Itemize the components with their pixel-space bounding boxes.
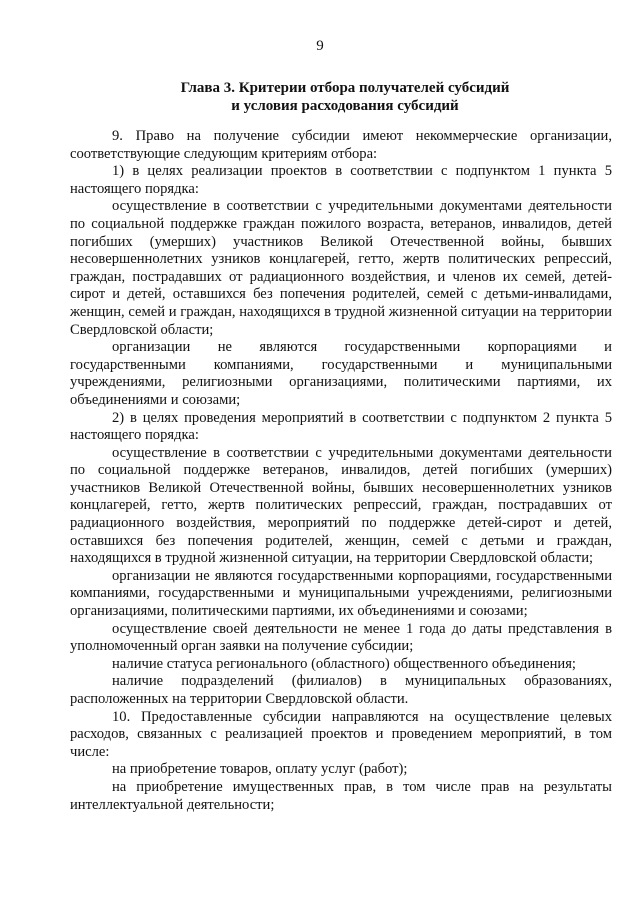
body-text (70, 128, 612, 814)
chapter-title-line-2: и условия расходования субсидий (231, 98, 459, 114)
paragraph-9-intro: 9. Право на получение субсидии имеют некоммерческие организации, соответствующие следующим критериям отбора: (70, 128, 612, 162)
paragraph-criterion-duration: осуществление своей деятельности не менее 1 года до даты представления в уполномоченный орган заявки на получение субсидии; (70, 620, 612, 655)
paragraph-item-2: 2) в целях проведения мероприятий в соответствии с подпунктом 2 пункта 5 настоящего порядка: (70, 409, 612, 444)
chapter-title (70, 79, 620, 115)
paragraph-expense-goods: на приобретение товаров, оплату услуг (работ); (112, 761, 408, 778)
page-number: 9 (316, 38, 324, 54)
paragraph-criterion-status-2: организации не являются государственными корпорациями, государственными компаниями, государственными и муниципальными учреждениями, религиозными организациями, политическими партиями, их объединениями и союзами; (70, 567, 612, 620)
paragraph-item-1: 1) в целях реализации проектов в соответствии с подпунктом 1 пункта 5 настоящего порядка: (70, 163, 612, 197)
paragraph-criterion-activity-2: осуществление в соответствии с учредительными документами деятельности по социальной поддержке ветеранов, инвалидов, детей погибших (умерших) участников Великой Отечественной войны, бывших несовершеннолетних узников концлагерей, гетто, жертв политических репрессий, граждан, пострадавших от радиационного воздействия, мероприятий по поддержке детей-сирот и детей, оставшихся без попечения родителей, женщин, семей с детьми и граждан, находящихся в трудной жизненной ситуации, на территории Свердловской области; (70, 444, 612, 567)
paragraph-10-intro: 10. Предоставленные субсидии направляются на осуществление целевых расходов, связанных с реализацией проектов и проведением мероприятий, в том числе: (70, 708, 612, 760)
paragraph-expense-property-rights: на приобретение имущественных прав, в том числе прав на результаты интеллектуальной деятельности; (70, 778, 612, 813)
chapter-title-line-1: Глава 3. Критерии отбора получателей субсидий (180, 80, 510, 96)
paragraph-criterion-branches: наличие подразделений (филиалов) в муниципальных образованиях, расположенных на территории Свердловской области. (70, 673, 612, 707)
paragraph-criterion-activity-1: осуществление в соответствии с учредительными документами деятельности по социальной поддержке граждан пожилого возраста, ветеранов, инвалидов, детей погибших (умерших) участников Великой Отечественной войны, бывших несовершеннолетних узников концлагерей, гетто, жертв политических репрессий, граждан, пострадавших от радиационного воздействия, и членов их семей, детей-сирот и детей, оставшихся без попечения родителей, семей с детьми-инвалидами, женщин, семей и граждан, находящихся в трудной жизненной ситуации на территории Свердловской области; (70, 198, 612, 338)
paragraph-criterion-regional-status: наличие статуса регионального (областного) общественного объединения; (112, 655, 576, 672)
paragraph-criterion-status-1: организации не являются государственными корпорациями и государственными компаниями, государственными и муниципальными учреждениями, религиозными организациями, политическими партиями, их объединениями и союзами; (70, 339, 612, 408)
